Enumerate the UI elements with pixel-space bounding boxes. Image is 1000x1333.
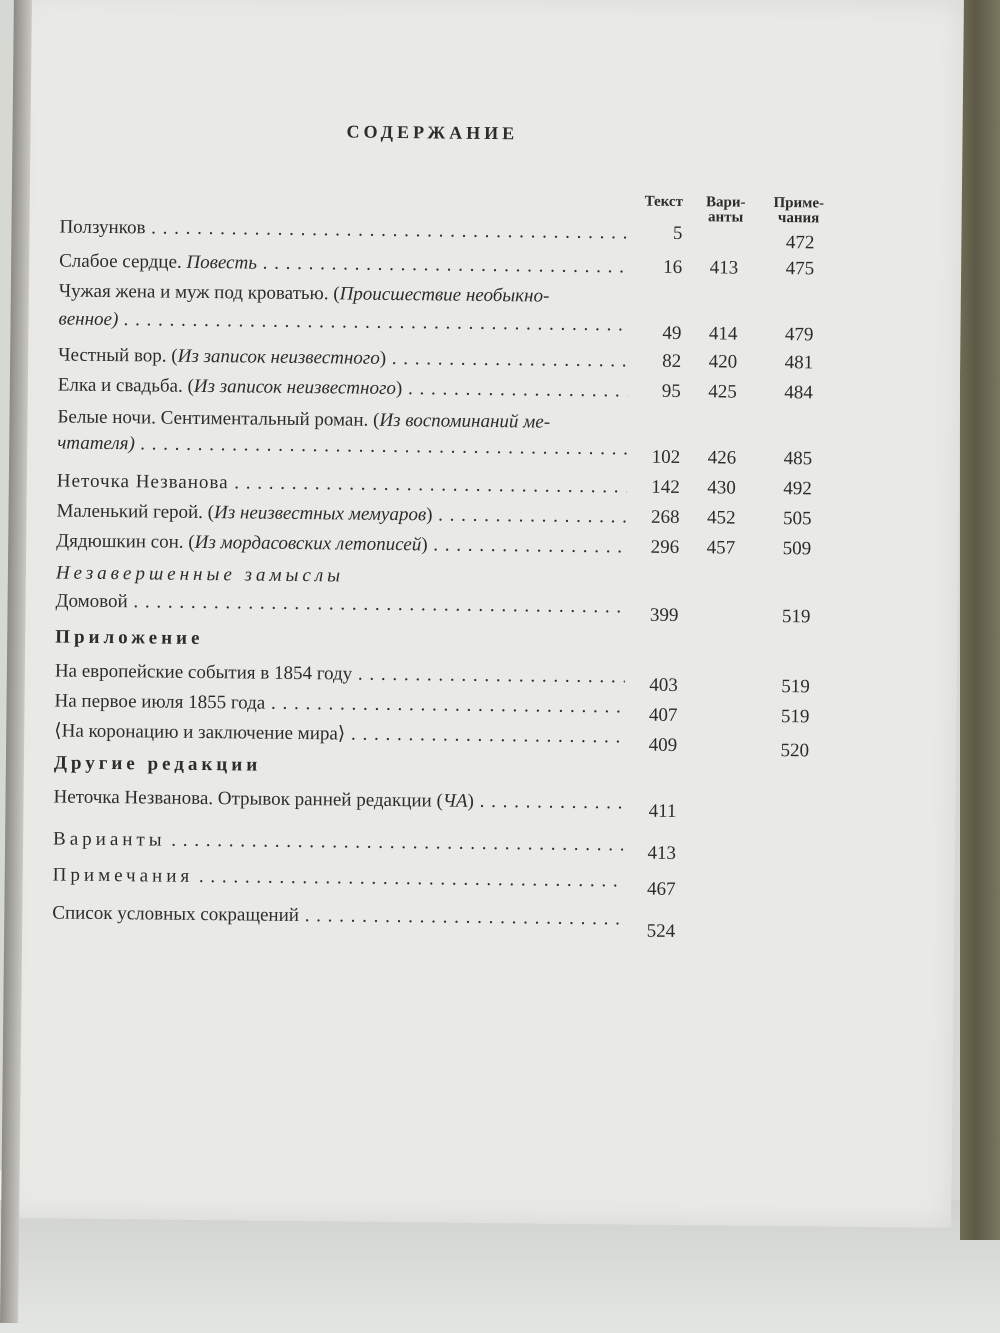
page-notes: 472 [785,232,815,254]
entry-title: Список условных сокращений [52,902,300,927]
page-text: 296 [650,536,680,558]
page-variants: 420 [708,351,738,373]
entry-subtitle: Происшествие необыкно- [339,283,550,307]
table-of-contents [52,110,851,942]
column-header-text: Текст [644,193,684,211]
entry-subtitle: ЧА [442,790,468,812]
section-appendix: Приложение [55,626,204,650]
entry-title: Чужая жена и муж под кроватью. ( [58,280,340,305]
page-variants: 457 [706,537,736,559]
page-text: 82 [662,350,682,373]
page-notes: 475 [785,258,815,280]
entry-title: Елка и свадьба. ( [57,374,194,397]
page-notes: 519 [781,676,810,698]
entry-title: Примечания [52,864,194,887]
page-notes: 485 [783,448,813,470]
section-unfinished: Незавершенные замыслы [55,562,345,587]
page-text: 407 [648,704,678,726]
page-variants: 413 [709,257,739,279]
page-text: 467 [647,878,676,900]
entry-title: Неточка Незванова. Отрывок ранней редакции ( [53,786,443,812]
book-page [1,0,964,1228]
toc-entry [56,528,846,564]
entry-title: На первое июля 1855 года [54,690,266,714]
entry-subtitle: Повесть [186,251,258,274]
toc-entry [53,784,843,820]
toc-entry [58,372,848,408]
page-text: 95 [661,380,681,403]
entry-subtitle: Из мордасовских летописей [194,531,422,556]
column-header-notes: Приме- чания [773,194,825,227]
page-notes: 519 [781,606,811,628]
entry-close: ) [467,790,474,812]
page-variants: 452 [706,507,736,529]
toc-entry [54,718,844,762]
book-cover-edge [960,0,1000,1240]
page-notes: 492 [783,478,812,500]
entry-title: Слабое сердце. [59,250,182,273]
section-heading [55,624,845,660]
page-text: 413 [647,842,677,864]
page-text: 403 [649,674,678,696]
entry-title: Варианты [53,828,166,851]
entry-subtitle: Из записок неизвестного [193,375,397,400]
page-text: 102 [651,446,681,469]
page-text: 399 [649,604,679,626]
entry-title: Дядюшкин сон. ( [56,530,195,553]
toc-entry [53,826,843,862]
toc-entry [52,900,842,942]
page-variants: 425 [708,381,737,403]
page-text: 142 [651,476,680,498]
page-title: СОДЕРЖАНИЕ [346,121,519,144]
entry-title: Маленький герой. ( [56,500,215,524]
page-text: 409 [648,734,678,756]
section-other: Другие редакции [53,752,262,776]
column-header-variants: Вари- анты [705,194,746,226]
entry-close: ) [426,504,433,526]
entry-close: ) [395,378,403,400]
entry-title: Честный вор. ( [58,344,178,367]
page-variants: 414 [708,323,738,345]
page-text: 49 [662,322,682,345]
entry-continuation: венное) [58,308,119,331]
entry-title: Ползунков [59,216,146,239]
entry-title: На европейские события в 1854 году [54,660,353,685]
section-heading [54,750,844,786]
page-text: 16 [663,256,683,279]
entry-title: Домовой [55,590,128,613]
entry-title: ⟨На коронацию и заключение мира⟩ [54,720,346,745]
entry-continuation: чтателя) [57,432,136,455]
page-notes: 520 [780,740,810,762]
page-notes: 519 [780,706,810,728]
entry-subtitle: Из записок неизвестного [177,345,380,369]
entry-subtitle: Из воспоминаний ме- [379,409,551,433]
entry-title: Белые ночи. Сентиментальный роман. ( [57,406,380,431]
page-text: 411 [648,800,677,822]
page-variants: 430 [707,477,736,499]
page-notes: 484 [784,382,813,404]
page-variants: 426 [707,447,737,469]
page-notes: 505 [782,508,812,530]
page-gutter-shadow [0,0,32,1323]
toc-entry [53,862,843,898]
entry-subtitle: Из неизвестных мемуаров [213,502,427,526]
page-text: 524 [646,920,676,942]
page-text: 5 [672,222,683,245]
entry-close: ) [379,347,387,369]
page-notes: 509 [782,538,812,560]
page-notes: 481 [784,352,814,374]
entry-title: Неточка Незванова [56,470,229,494]
page-notes: 479 [784,324,814,346]
entry-close: ) [421,534,428,556]
page-text: 268 [650,506,680,528]
